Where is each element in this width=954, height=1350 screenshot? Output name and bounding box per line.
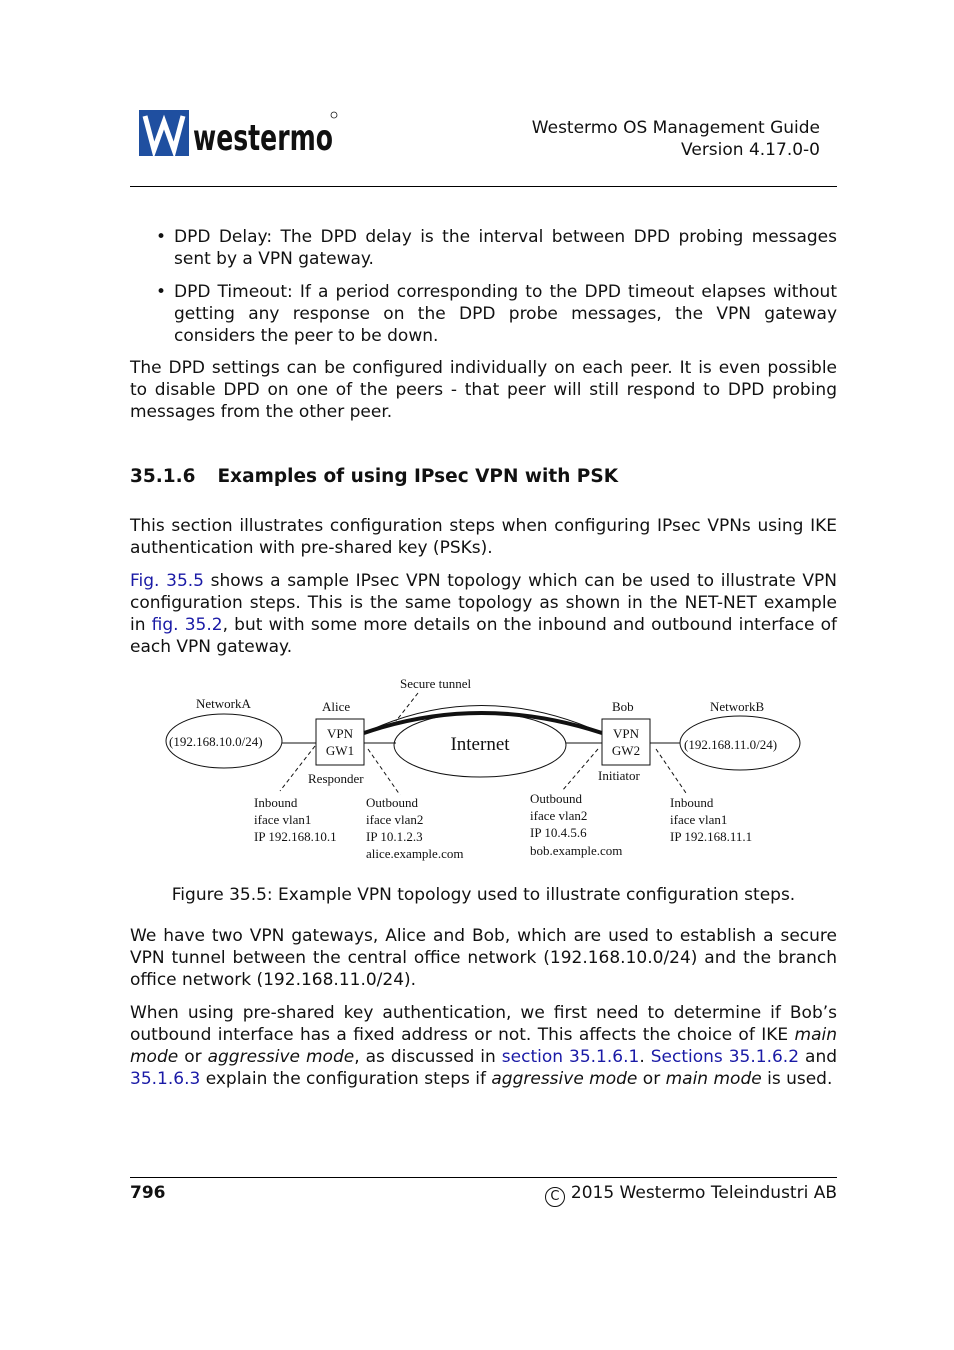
- gw2-line2: GW2: [611, 743, 641, 758]
- section-35-1-6-2-link[interactable]: Sections 35.1.6.2: [650, 1047, 800, 1067]
- copyright-icon: C: [545, 1187, 565, 1207]
- footer-copyright: [545, 1183, 837, 1207]
- page-number: 796: [130, 1183, 166, 1203]
- alice-outbound-details: Outbound iface vlan2 IP 10.1.2.3 alice.example.com: [366, 795, 464, 861]
- gw2-line1: VPN: [612, 726, 640, 741]
- fig-35-5-link[interactable]: Fig. 35.5: [130, 571, 204, 591]
- westermo-logo-icon: [139, 110, 339, 158]
- header-rule: [130, 186, 837, 187]
- section-number: 35.1.6: [130, 466, 196, 487]
- section-35-1-6-3-link[interactable]: 35.1.6.3: [130, 1069, 201, 1089]
- bullet-dpd-delay: [156, 226, 837, 270]
- network-a-label: NetworkA: [196, 696, 251, 711]
- paragraph-topology: Fig. 35.5 shows a sample IPsec VPN topology which can be used to illustrate VPN configuration steps. This is the same topology as shown in the NET-NET example in fig. 35.2, but with some more details on the inbound and outbound interface of each VPN gateway.: [130, 571, 837, 657]
- page-header: [532, 117, 820, 161]
- network-b-label: NetworkB: [710, 699, 765, 714]
- bullet-dot: •: [156, 227, 167, 247]
- bullet-text: DPD Timeout: If a period corresponding to the DPD timeout elapses without getting any response on the DPD probe messages, the VPN gateway considers the peer to be down.: [174, 282, 837, 346]
- paragraph-gateways: We have two VPN gateways, Alice and Bob, which are used to establish a secure VPN tunnel between the central office network (192.168.10.0/24) and the branch office network (192.168.11.0/24).: [130, 926, 837, 990]
- copyright-text: 2015 Westermo Teleindustri AB: [570, 1183, 837, 1203]
- alice-inbound-details: Inbound iface vlan1 IP 192.168.10.1: [254, 795, 337, 844]
- guide-title: Westermo OS Management Guide: [531, 118, 820, 138]
- gw1-line1: VPN: [326, 726, 354, 741]
- figure-caption: Figure 35.5: Example VPN topology used to illustrate configuration steps.: [171, 885, 796, 905]
- bob-label: Bob: [612, 699, 634, 714]
- section-heading: [130, 466, 618, 487]
- secure-tunnel-label: Secure tunnel: [400, 676, 472, 691]
- guide-version: Version 4.17.0-0: [681, 140, 820, 160]
- bullet-dpd-timeout: [156, 281, 837, 347]
- fig-35-2-link[interactable]: fig. 35.2: [151, 615, 223, 635]
- paragraph-psk-modes: When using pre-shared key authentication, we first need to determine if Bob’s outbound interface has a fixed address or not. This affects the choice of IKE main mode or aggressive mode, as discussed in section 35.1.6.1. Sections 35.1.6.2 and 35.1.6.3 explain the configuration steps if aggressive mode or main mode is used.: [130, 1003, 838, 1089]
- section-title: Examples of using IPsec VPN with PSK: [217, 466, 619, 487]
- footer-rule: [130, 1177, 837, 1178]
- network-a-subnet: (192.168.10.0/24): [169, 734, 263, 749]
- topology-diagram: [160, 673, 810, 868]
- vpn-topology-figure: [160, 673, 810, 868]
- paragraph-dpd-settings: The DPD settings can be configured individually on each peer. It is even possible to disable DPD on one of the peers - that peer will still respond to DPD probing messages from the other peer.: [130, 358, 837, 422]
- internet-label: Internet: [450, 734, 510, 755]
- westermo-logo: [139, 110, 339, 158]
- network-b-subnet: (192.168.11.0/24): [684, 737, 778, 752]
- bullet-text: DPD Delay: The DPD delay is the interval between DPD probing messages sent by a VPN gateway.: [174, 227, 837, 269]
- initiator-label: Initiator: [598, 768, 640, 783]
- responder-label: Responder: [308, 771, 364, 786]
- gw1-line2: GW1: [325, 743, 355, 758]
- bob-outbound-details: Outbound iface vlan2 IP 10.4.5.6 bob.example.com: [530, 791, 623, 858]
- paragraph-intro: This section illustrates configuration steps when configuring IPsec VPNs using IKE authentication with pre-shared key (PSKs).: [130, 516, 837, 558]
- alice-label: Alice: [322, 699, 351, 714]
- section-35-1-6-1-link[interactable]: section 35.1.6.1: [501, 1047, 640, 1067]
- logo-text: westermo: [193, 118, 333, 159]
- bob-inbound-details: Inbound iface vlan1 IP 192.168.11.1: [670, 795, 753, 844]
- bullet-dot: •: [156, 282, 167, 302]
